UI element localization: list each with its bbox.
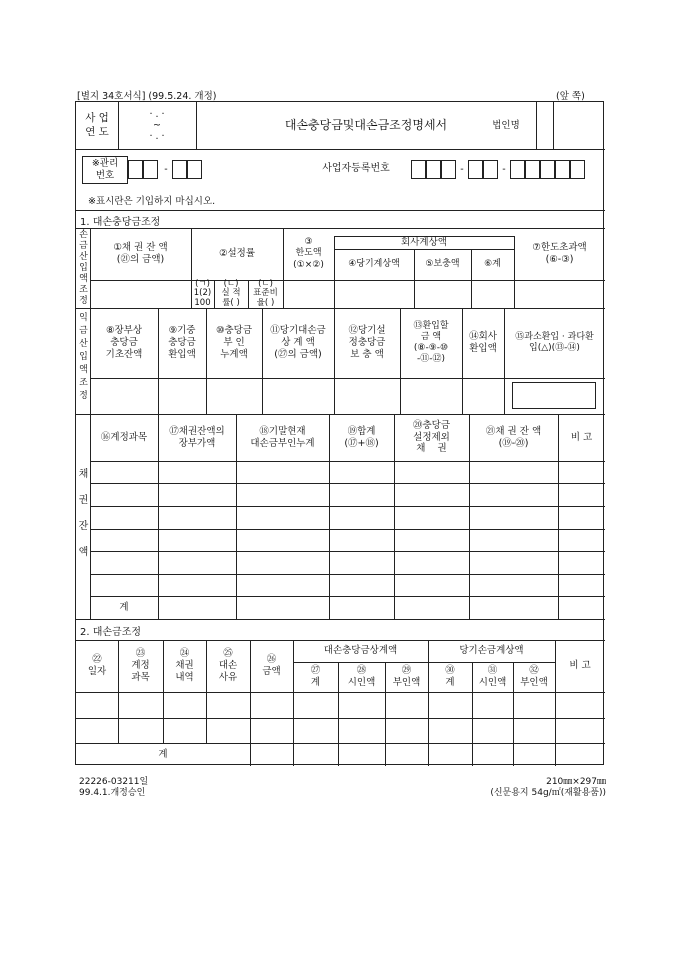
col17-book-value: ⑰채권잔액의 장부가액 (169, 425, 225, 449)
footer-paper-size: 210㎜×297㎜ (546, 777, 606, 787)
page-side: (앞 쪽) (556, 91, 585, 102)
col3-limit-amount: ③ 한도액 (①×②) (293, 237, 324, 270)
reg-number-box-4[interactable] (468, 160, 483, 179)
col4-current-amount: ④당기계상액 (348, 258, 400, 269)
col2-setting-rate: ②설정률 (218, 248, 256, 260)
col11-offset: ⑪당기대손금 상 계 액 (㉗의 금액) (270, 325, 326, 360)
reg-number-box-6[interactable] (510, 160, 525, 179)
mgmt-dash: - (164, 163, 168, 175)
reg-number-box-2[interactable] (426, 160, 441, 179)
receivables-total-label: 계 (119, 601, 129, 613)
reg-number-box-1[interactable] (411, 160, 426, 179)
receivables-side-label: 채 권 잔 액 (78, 469, 89, 558)
col21-receivable-balance: ㉑채 권 잔 액 (⑲-⑳) (485, 425, 542, 449)
col31-approved: ㉛ 시인액 (478, 665, 507, 688)
col30-total: ㉚ 계 (445, 665, 455, 688)
col12-supplement: ⑫당기설 정충당금 보 충 액 (348, 325, 386, 360)
receivables-note-header: 비 고 (570, 431, 593, 443)
form-title: 대손충당금및대손금조정명세서 (284, 118, 448, 132)
col27-total: ㉗ 계 (310, 665, 321, 688)
col18-denied-cumulative: ⑱기말현재 대손금부인누계 (250, 425, 315, 449)
block-b-label: 익 금 산 입 액 조 정 (79, 313, 88, 401)
form-table (75, 101, 604, 765)
block-a-label: 손 금 산 입 액 조 정 (79, 230, 88, 306)
mgmt-number-box-1[interactable] (128, 160, 143, 179)
col19-sum: ⑲합계 (⑰+⑱) (344, 425, 379, 449)
rate-option-b: (ㄴ) 실 적 률( ) (221, 278, 241, 308)
col23-account: ㉓ 계정 과목 (131, 648, 150, 683)
col1-receivable-balance: ①채 권 잔 액 (㉑의 금액) (113, 242, 168, 265)
col7-excess-amount: ⑦한도초과액 (⑥-③) (532, 242, 587, 265)
admin-note: ※표시란은 기입하지 마십시오. (88, 196, 216, 207)
col22-date: ㉒ 일자 (87, 654, 107, 677)
col14-company-reversal: ⑭회사 환입액 (469, 331, 497, 354)
col6-total: ⑥계 (484, 258, 501, 269)
rate-option-c: (ㄷ) 표준비 율( ) (253, 278, 278, 308)
business-year-label: 사 업 연 도 (85, 112, 109, 138)
rate-option-a: (ㄱ) 1(2) 100 (193, 278, 212, 308)
reg-number-box-8[interactable] (540, 160, 555, 179)
col8-opening-balance: ⑧장부상 충당금 기초잔액 (105, 325, 143, 360)
reg-dash-1: - (460, 163, 464, 175)
reg-dash-2: - (502, 163, 506, 175)
company-calc-label: 회사계상액 (401, 236, 447, 248)
footer-code: 22226-03211일 (79, 777, 149, 787)
group-allowance-offset: 대손충당금상계액 (323, 645, 398, 657)
col24-receivable-detail: ㉔ 채권 내역 (175, 648, 194, 683)
col15-input-box[interactable] (512, 382, 596, 409)
corp-name-label: 법인명 (492, 119, 520, 131)
reg-number-box-7[interactable] (525, 160, 540, 179)
col10-cumulative-denied: ⑩충당금 부 인 누계액 (215, 325, 253, 360)
group-current-expense: 당기손금계상액 (459, 645, 524, 657)
footer-paper-type: (신문용지 54g/㎡(재활용품)) (490, 788, 606, 798)
reg-number-box-9[interactable] (555, 160, 570, 179)
reg-number-label: 사업자등록번호 (322, 163, 390, 175)
year-tilde: ~ (153, 120, 161, 132)
year-start-dots: · . · (149, 109, 165, 121)
mgmt-number-box-3[interactable] (172, 160, 187, 179)
col13-reversal-amount: ⑬환입할 금 액 (⑧-⑨-⑩ -⑪-⑫) (413, 320, 449, 365)
mgmt-number-label: ※관리 번호 (91, 158, 119, 181)
form-number: [별지 34호서식] (99.5.24. 개정) (77, 91, 217, 102)
col28-approved: ㉘ 시인액 (347, 665, 376, 688)
mgmt-number-box-4[interactable] (187, 160, 202, 179)
col26-amount: ㉖ 금액 (262, 654, 281, 677)
col20-excluded: ⑳충당금 설정제외 채 권 (412, 419, 451, 455)
section2-total-label: 계 (158, 748, 168, 760)
section2-title: 2. 대손금조정 (80, 627, 142, 638)
col32-denied: ㉜ 부인액 (520, 665, 548, 688)
col16-account: ⑯계정과목 (100, 431, 148, 443)
reg-number-box-10[interactable] (570, 160, 585, 179)
col5-supplement: ⑤보충액 (425, 258, 460, 269)
reg-number-box-3[interactable] (441, 160, 456, 179)
reg-number-box-5[interactable] (483, 160, 498, 179)
col9-reversal: ⑨기중 충당금 환입액 (168, 325, 196, 360)
section1-title: 1. 대손충당금조정 (80, 217, 161, 228)
col29-denied: ㉙ 부인액 (392, 665, 421, 688)
mgmt-number-box-2[interactable] (143, 160, 158, 179)
col25-reason: ㉕ 대손 사유 (218, 648, 238, 683)
col15-over-under: ⑮과소환입 · 과다환 입(△)(⑬-⑭) (515, 331, 594, 353)
section2-note-header: 비 고 (569, 660, 591, 672)
year-end-dots: · . · (149, 131, 165, 143)
footer-approval: 99.4.1.개정승인 (79, 788, 146, 798)
